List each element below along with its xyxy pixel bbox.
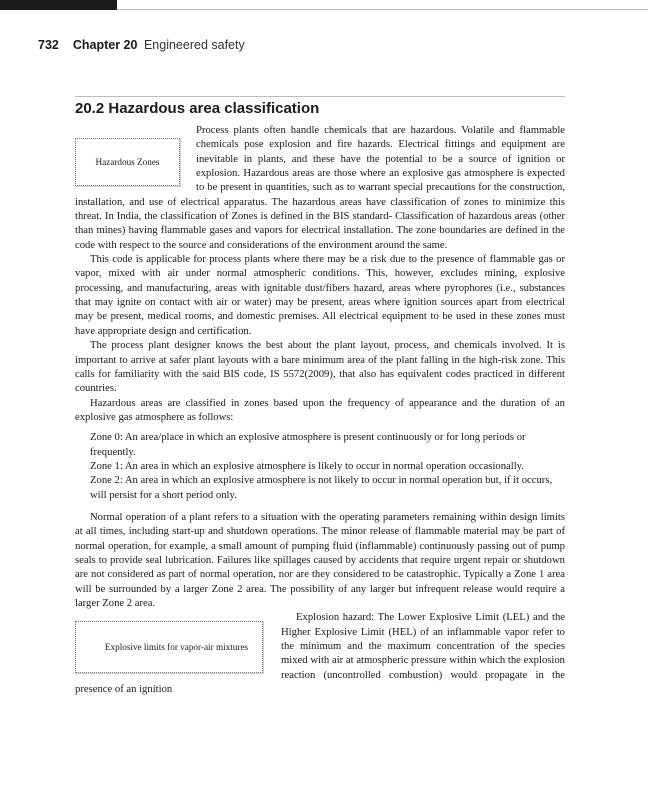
zone-list — [90, 431, 565, 503]
body-text — [75, 124, 565, 697]
zone-item: Zone 2: An area in which an explosive atmosphere is not likely to occur in normal operation but, if it occurs, will persist for a short period only. — [90, 475, 553, 501]
margin-note-hazardous-zones: Hazardous Zones — [75, 138, 180, 186]
margin-note-explosive-limits: Explosive limits for vapor-air mixtures — [75, 621, 263, 673]
running-header — [38, 38, 245, 52]
paragraph-text: Process plants often handle chemicals that are hazardous. Volatile and flammable chemicals pose explosion and fire hazards. Electrical fittings and equipment are inevitable in plants, and these have the potential to be a source of ignition or explosion. Hazardous areas are those where an explosive gas atmosphere is expected to be present in quantities, such as to warrant special precautions for the construction, installation, and use of electrical apparatus. The hazardous areas have classification of zones to minimize this threat. In India, the classification of Zones is defined in the BIS standard- Classification of hazardous areas (other than mines) having flammable gases and vapors for electrical installation. The zone boundaries are defined in the code with respect to the source and considerations of the environment around the same. — [75, 125, 565, 251]
paragraph: Normal operation of a plant refers to a situation with the operating parameters remaining within design limits at all times, including start-up and shutdown operations. The minor release of flammable material may be part of normal operation, for example, a small amount of pumping fluid (inflammable) continuously passing out of pump seals to provide seal lubrication. Failures like spillages caused by accidents that require urgent repair or shutdown are not considered as part of normal operation, nor are they considered to be catastrophic. Typically a Zone 1 area will be surrounded by a larger Zone 2 area. The possibility of any larger but infrequent release would require a larger Zone 2 area. — [75, 511, 565, 609]
header-rule — [117, 9, 648, 10]
paragraph: Hazardous areas are classified in zones based upon the frequency of appearance and the duration of an explosive gas atmosphere as follows: — [75, 397, 565, 423]
paragraph — [75, 611, 565, 697]
page-number: 732 — [38, 38, 59, 52]
paragraph-text: Explosion hazard: The Lower Explosive Limit (LEL) and the Higher Explosive Limit (HEL) of an inflammable vapor refer to the minimum and the maximum concentration of the species mixed with air at atmospheric pressure within which the explosion reaction (uncontrolled combustion) would propagate in the presence of an ignition — [75, 612, 565, 696]
header-bar — [0, 0, 117, 10]
chapter-label: Chapter 20 — [72, 38, 138, 52]
section-title: 20.2 Hazardous area classification — [75, 100, 320, 117]
paragraph: This code is applicable for process plants where there may be a risk due to the presence of flammable gas or vapor, mixed with air under normal atmospheric conditions. This, however, excludes mining, explosive processing, and manufacturing, areas with ignitable dust/fibers hazard, areas where pyrophores (i.e., substances that may ignite on contact with air or water) may be present, areas where ignition sources apart from electrical may be present, medical rooms, and domestic premises. All electrical equipment to be used in these zones must have appropriate design and certification. — [75, 254, 565, 337]
zone-item: Zone 0: An area/place in which an explosive atmosphere is present continuously or for long periods or frequently. — [90, 432, 526, 458]
paragraph: The process plant designer knows the best about the plant layout, process, and chemicals involved. It is important to arrive at safer plant layouts with a bare minimum area of the plant falling in the high-risk zone. This calls for familiarity with the said BIS code, IS 5572(2009), that also has equivalent codes practiced in different countries. — [75, 340, 565, 395]
paragraph — [75, 124, 565, 253]
chapter-title: Engineered safety — [143, 38, 245, 52]
section-rule — [75, 96, 565, 97]
zone-item: Zone 1: An area in which an explosive atmosphere is likely to occur in normal operation occasionally. — [90, 460, 524, 472]
